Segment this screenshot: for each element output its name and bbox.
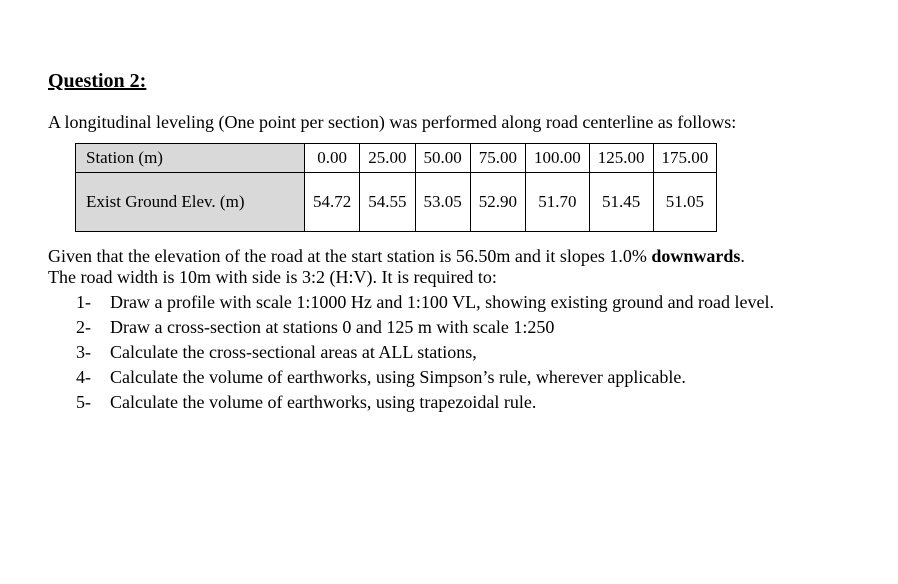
item-text: Calculate the volume of earthworks, using trapezoidal rule.	[110, 392, 537, 412]
station-value: 0.00	[305, 144, 360, 173]
item-number: 2-	[76, 317, 91, 337]
station-value: 25.00	[360, 144, 415, 173]
elevation-value: 52.90	[470, 173, 525, 232]
elevation-label: Exist Ground Elev. (m)	[76, 173, 305, 232]
station-value: 50.00	[415, 144, 470, 173]
given-line-1	[48, 246, 848, 267]
item-text: Calculate the volume of earthworks, using Simpson’s rule, wherever applicable.	[110, 367, 686, 387]
elevation-value: 54.72	[305, 173, 360, 232]
list-item	[76, 315, 774, 340]
station-label: Station (m)	[76, 144, 305, 173]
given-line-2: The road width is 10m with side is 3:2 (H:V). It is required to:	[48, 267, 497, 287]
requirements-list	[76, 290, 774, 415]
given-period: .	[740, 246, 745, 266]
given-bold-word: downwards	[651, 246, 741, 266]
item-text: Draw a cross-section at stations 0 and 125 m with scale 1:250	[110, 317, 555, 337]
elevation-row	[76, 173, 717, 232]
given-text: Given that the elevation of the road at the start station is 56.50m and it slopes 1.0%	[48, 246, 652, 266]
station-value: 125.00	[589, 144, 653, 173]
item-number: 4-	[76, 367, 91, 387]
intro-text: A longitudinal leveling (One point per section) was performed along road centerline as follows:	[48, 112, 737, 132]
item-number: 5-	[76, 392, 91, 412]
list-item	[76, 365, 774, 390]
item-text: Draw a profile with scale 1:1000 Hz and 1:100 VL, showing existing ground and road level.	[110, 292, 775, 312]
elevation-value: 54.55	[360, 173, 415, 232]
given-paragraph	[48, 246, 848, 288]
station-value: 100.00	[526, 144, 590, 173]
elevation-value: 51.70	[526, 173, 590, 232]
station-value: 75.00	[470, 144, 525, 173]
elevation-value: 53.05	[415, 173, 470, 232]
list-item	[76, 340, 774, 365]
question-title: Question 2:	[48, 70, 147, 92]
leveling-table	[75, 143, 717, 232]
station-value: 175.00	[653, 144, 717, 173]
item-text: Calculate the cross-sectional areas at ALL stations,	[110, 342, 477, 362]
elevation-value: 51.45	[589, 173, 653, 232]
item-number: 1-	[76, 292, 91, 312]
item-number: 3-	[76, 342, 91, 362]
list-item	[76, 390, 774, 415]
elevation-value: 51.05	[653, 173, 717, 232]
list-item	[76, 290, 774, 315]
station-row	[76, 144, 717, 173]
